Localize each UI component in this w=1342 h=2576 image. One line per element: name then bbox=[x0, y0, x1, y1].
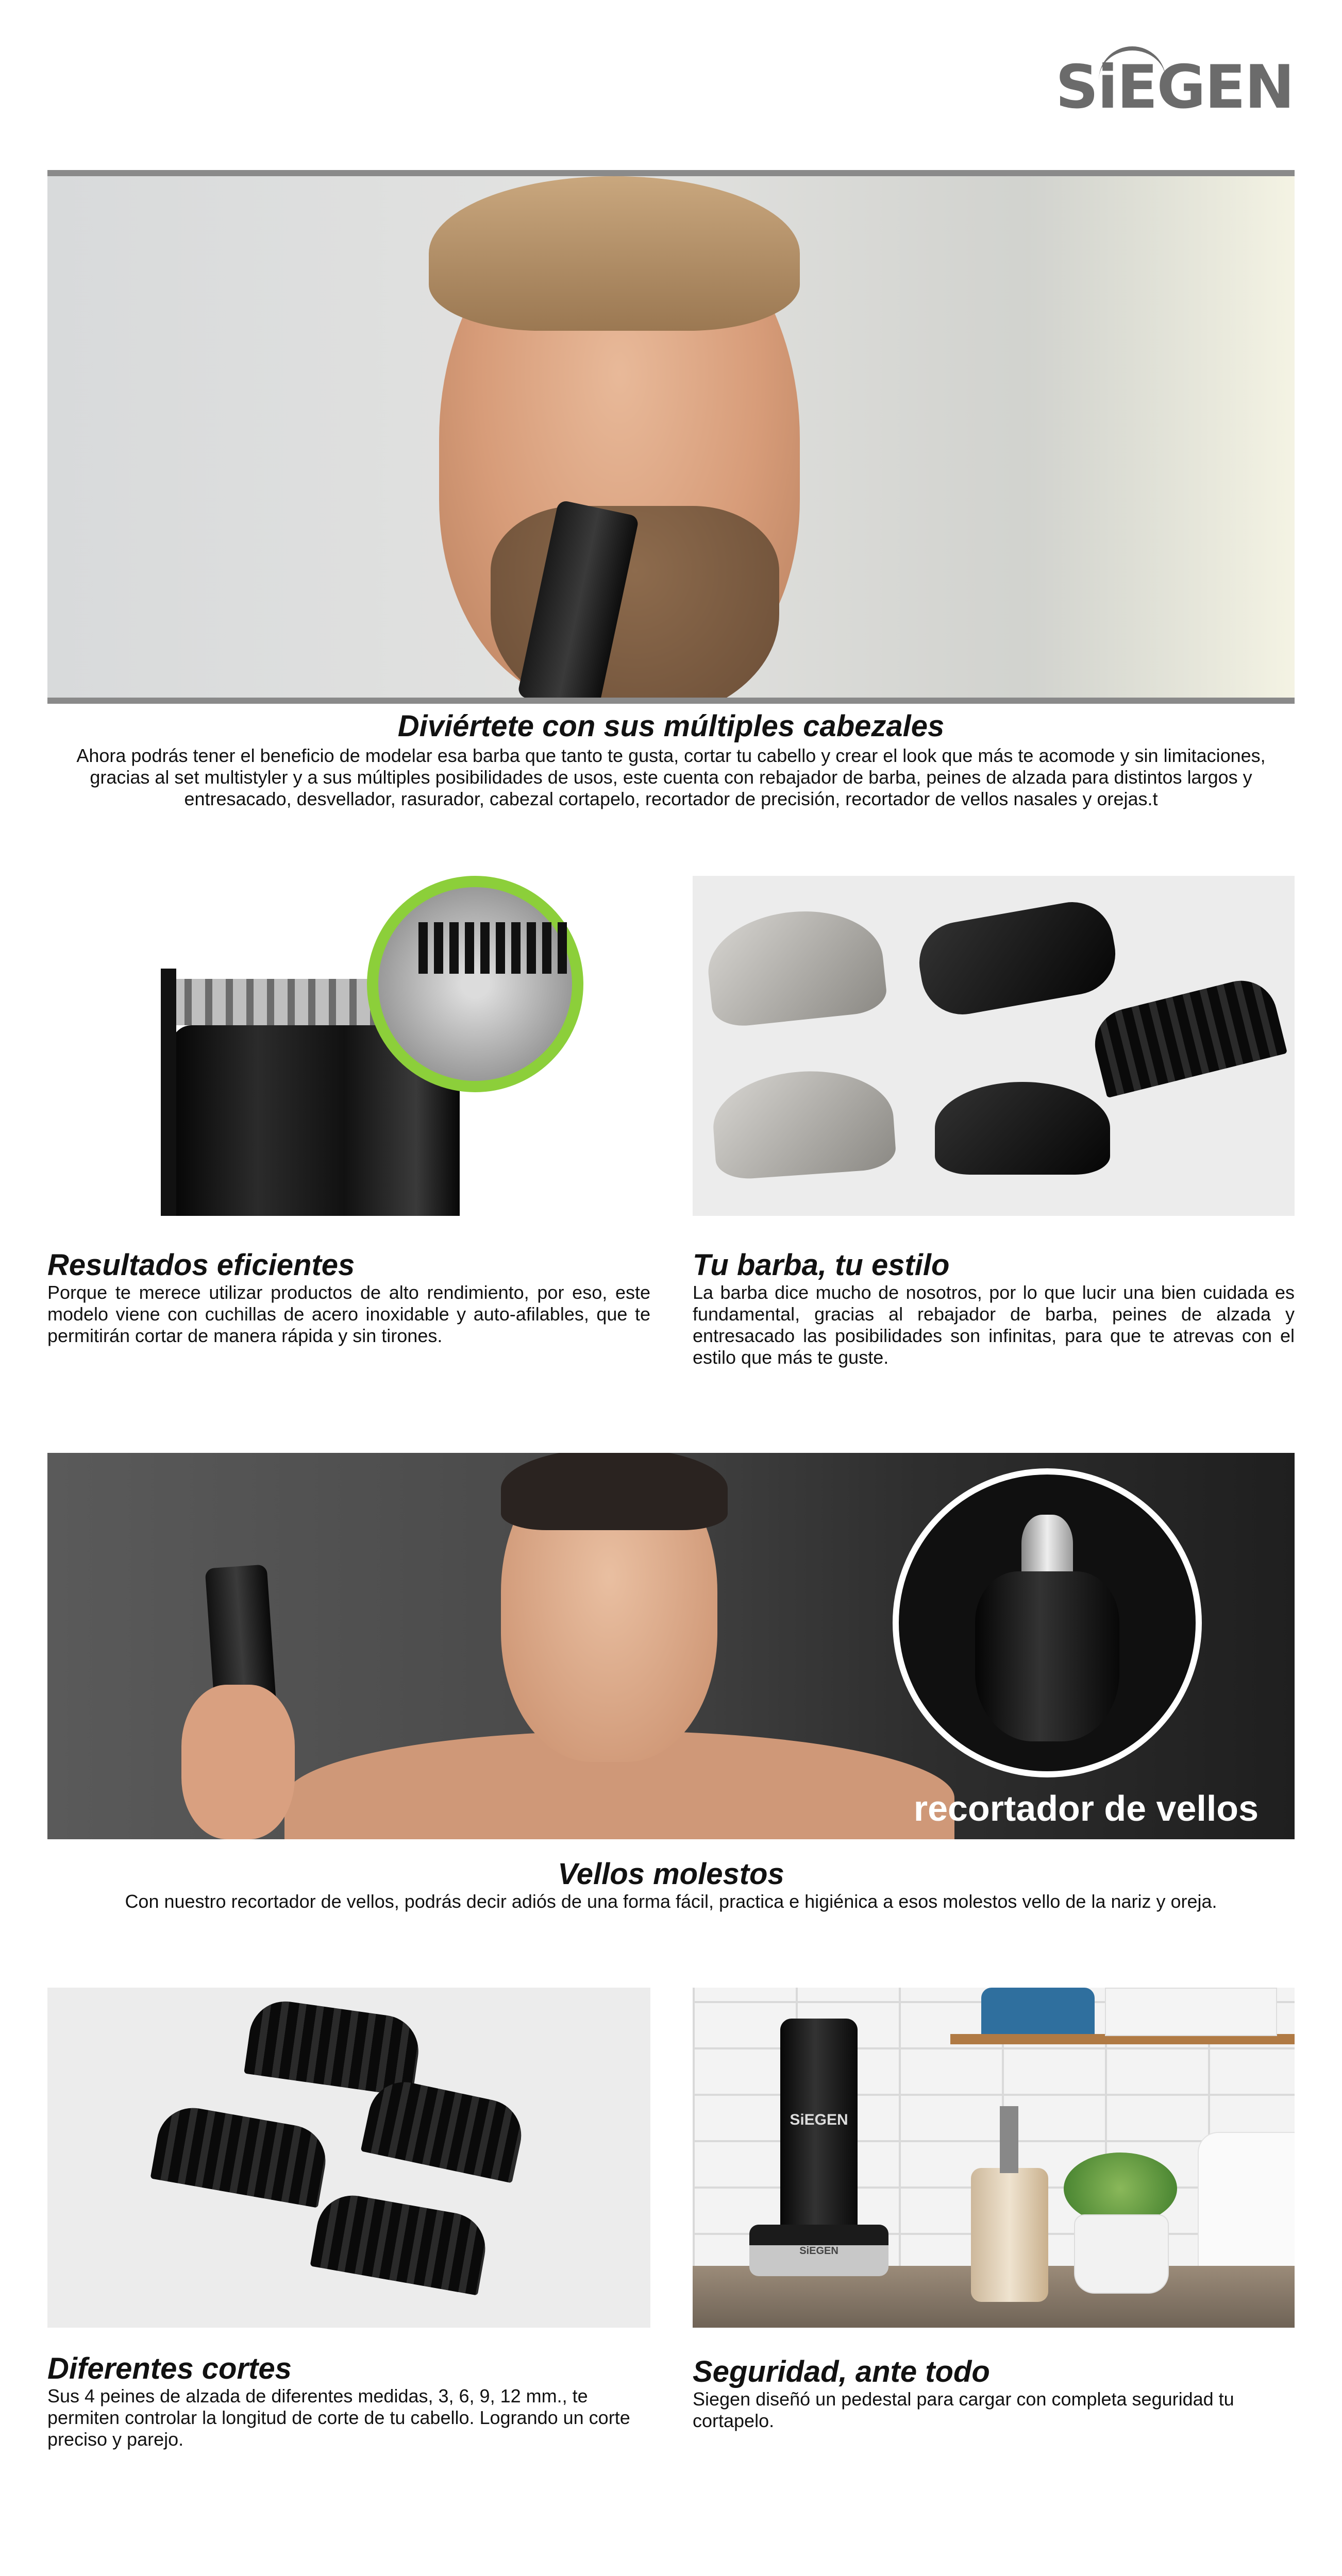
comb-3 bbox=[361, 2075, 528, 2183]
charging-stand-image bbox=[693, 1988, 1295, 2328]
intro-text: Ahora podrás tener el beneficio de modelar esa barba que tanto te gusta, cortar tu cabello y crear el look que más te acomode y sin limitaciones, gracias al set multistyler y a sus múltiples posibilidades de usos, este cuenta con rebajador de barba, peines de alzada para distintos largos y entresacado, desvellador, rasurador, cabezal cortapelo, recortador de precisión, recortador de vellos nasales y orejas.t bbox=[76, 744, 1266, 810]
comb-attachment bbox=[1087, 973, 1287, 1098]
comb-2 bbox=[150, 2102, 331, 2208]
comb-1 bbox=[244, 1997, 423, 2097]
heads-image bbox=[693, 876, 1295, 1216]
blue-towel bbox=[981, 1988, 1095, 2034]
zoom-ring bbox=[367, 876, 583, 1092]
head-shaver bbox=[913, 895, 1121, 1021]
plant-leaves bbox=[1064, 2153, 1177, 2225]
hero-background-light bbox=[1027, 176, 1295, 698]
hero-image bbox=[47, 170, 1295, 704]
nose-trimmer-banner bbox=[47, 1453, 1295, 1839]
feature-efficient bbox=[47, 1249, 650, 1347]
plant-pot bbox=[1074, 2214, 1169, 2294]
banner-label: recortador de vellos bbox=[913, 1788, 1259, 1828]
feature-beard-title: Tu barba, tu estilo bbox=[693, 1248, 950, 1282]
nose-trimmer-body bbox=[975, 1571, 1119, 1741]
feature-safety-title: Seguridad, ante todo bbox=[693, 2355, 990, 2388]
feature-beard-text: La barba dice mucho de nosotros, por lo que lucir una bien cuidada es fundamental, gracias al rebajador de barba, peines de alzada y entresacado las posibilidades son infinitas, para que te atrevas con el estilo que más te guste. bbox=[693, 1281, 1295, 1368]
trimmer-closeup-image bbox=[47, 876, 650, 1216]
trimmer-edge bbox=[161, 969, 176, 1216]
feature-safety bbox=[693, 2355, 1295, 2432]
zoom-blade-teeth bbox=[418, 922, 573, 974]
banner-man-hair bbox=[501, 1453, 728, 1530]
feature-safety-text: Siegen diseñó un pedestal para cargar con completa seguridad tu cortapelo. bbox=[693, 2388, 1234, 2431]
comb-4 bbox=[310, 2190, 491, 2295]
white-towel-top bbox=[1105, 1988, 1277, 2036]
feature-beard-style bbox=[693, 1249, 1295, 1368]
feature-cuts bbox=[47, 2352, 650, 2450]
intro-section bbox=[47, 710, 1295, 810]
combs-image bbox=[47, 1988, 650, 2328]
siegen-logo bbox=[1053, 44, 1296, 127]
vellos-title: Vellos molestos bbox=[558, 1857, 784, 1891]
soap-dispenser bbox=[971, 2168, 1048, 2302]
logo-text: SiEGEN bbox=[1055, 53, 1294, 122]
banner-hand bbox=[181, 1685, 295, 1839]
head-precision-blade bbox=[710, 1065, 897, 1181]
soap-pump bbox=[1000, 2106, 1018, 2173]
stand-trimmer-logo: SiEGEN bbox=[790, 2111, 848, 2128]
feature-cuts-text: Sus 4 peines de alzada de diferentes medidas, 3, 6, 9, 12 mm., te permiten controlar la longitud de corte de tu cabello. Logrando un corte preciso y parejo. bbox=[47, 2385, 630, 2450]
hero-hair bbox=[429, 176, 800, 331]
feature-cuts-title: Diferentes cortes bbox=[47, 2352, 292, 2385]
charging-base-logo: SiEGEN bbox=[799, 2245, 838, 2257]
head-nose-trimmer bbox=[935, 1082, 1110, 1175]
feature-efficient-title: Resultados eficientes bbox=[47, 1248, 355, 1282]
intro-title: Diviértete con sus múltiples cabezales bbox=[397, 709, 945, 743]
head-wide-blade bbox=[703, 903, 888, 1029]
feature-efficient-text: Porque te merece utilizar productos de alto rendimiento, por eso, este modelo viene con cuchillas de acero inoxidable y auto-afilables, que te permitirán cortar de manera rápida y sin tirones. bbox=[47, 1281, 650, 1347]
vellos-text: Con nuestro recortador de vellos, podrás decir adiós de una forma fácil, practica e higiénica a esos molestos vello de la nariz y oreja. bbox=[125, 1890, 1217, 1912]
vellos-section bbox=[47, 1858, 1295, 1912]
